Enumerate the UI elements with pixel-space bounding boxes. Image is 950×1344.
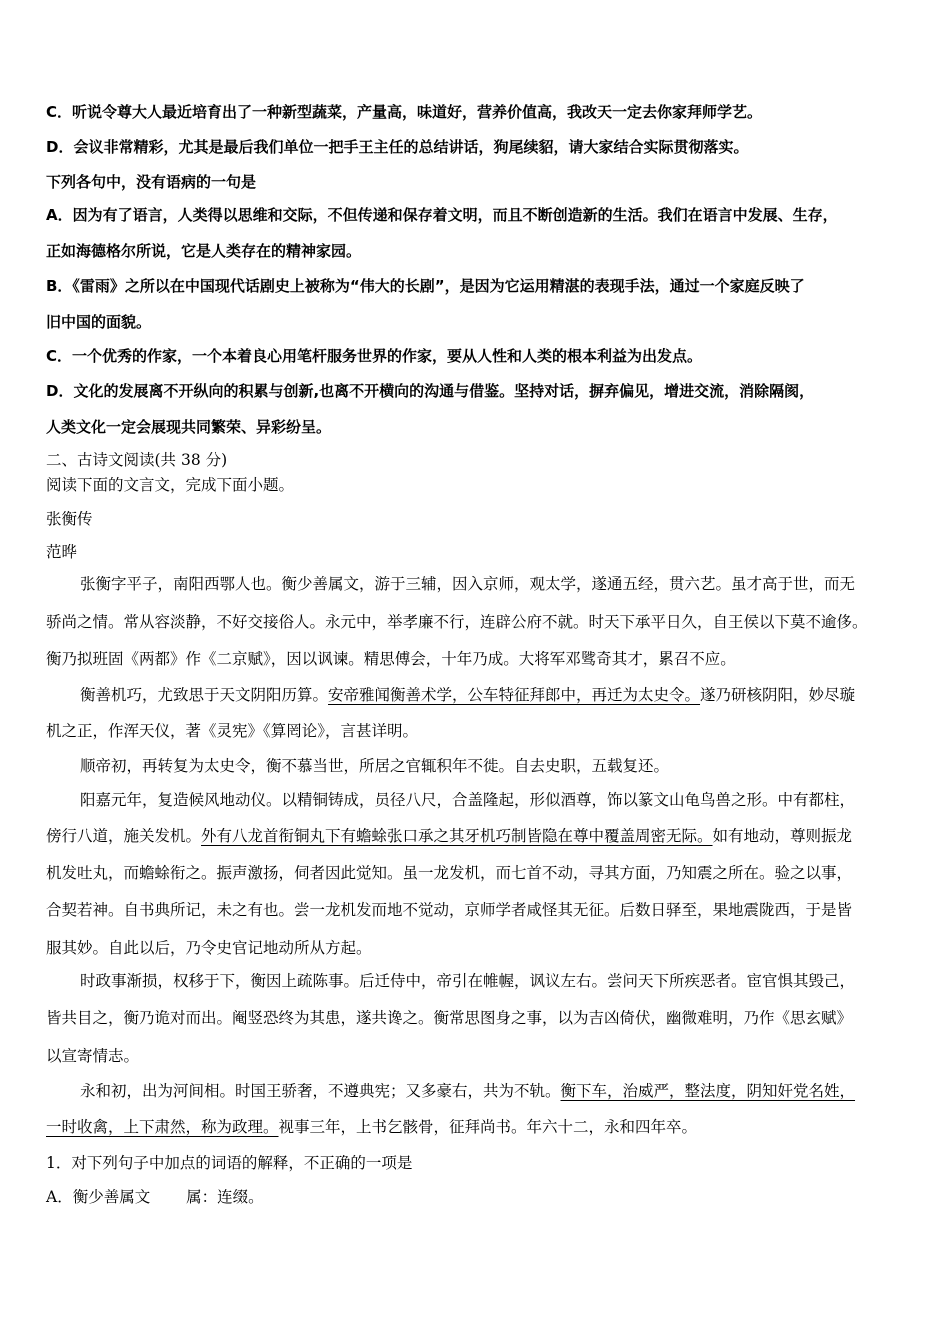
text-run: 傍行八道，施关发机。 xyxy=(46,827,202,845)
underlined-sentence: 外有八龙首衔铜丸下有蟾蜍张口承之其牙机巧制皆隐在尊中覆盖周密无际。 xyxy=(201,827,713,845)
text-run: 遂乃研核阴阳，妙尽璇 xyxy=(700,686,856,704)
question-1-option-a: A．衡少善属文 属：连缀。 xyxy=(46,1188,264,1206)
paragraph-4-line5: 服其妙。自此以后，乃令史官记地动所从方起。 xyxy=(46,939,372,957)
option-c: C．一个优秀的作家，一个本着良心用笔杆服务世界的作家，要从人性和人类的根本利益为出发点。 xyxy=(46,347,703,365)
paragraph-4-line1: 阳嘉元年，复造候风地动仪。以精铜铸成，员径八尺，合盖隆起，形似酒尊，饰以篆文山龟鸟兽之形。中有都柱， xyxy=(80,791,856,809)
option-a-line1: A．因为有了语言，人类得以思维和交际，不但传递和保存着文明，而且不断创造新的生活。我们在语言中发展、生存， xyxy=(46,206,838,224)
paragraph-1-line2: 骄尚之情。常从容淡静，不好交接俗人。永元中，举孝廉不行，连辟公府不就。时天下承平日久，自王侯以下莫不逾侈。 xyxy=(46,613,868,631)
paragraph-6-line1 xyxy=(80,1081,855,1101)
option-d-previous: D．会议非常精彩，尤其是最后我们单位一把手王主任的总结讲话，狗尾续貂，请大家结合实际贯彻落实。 xyxy=(46,138,749,156)
paragraph-4-line3: 机发吐丸，而蟾蜍衔之。振声激扬，伺者因此觉知。虽一龙发机，而七首不动，寻其方面，乃知震之所在。验之以事， xyxy=(46,864,853,882)
paragraph-4-line2 xyxy=(46,826,852,846)
paragraph-2-line1 xyxy=(80,685,855,705)
paragraph-5-line3: 以宣寄情志。 xyxy=(46,1047,140,1065)
paragraph-3: 顺帝初，再转复为太史令，衡不慕当世，所居之官辄积年不徙。自去史职，五载复还。 xyxy=(80,757,670,775)
option-d-line1: D．文化的发展离不开纵向的积累与创新,也离不开横向的沟通与借鉴。坚持对话，摒弃偏见，增进交流，消除隔阂， xyxy=(46,382,815,400)
section-instruction: 阅读下面的文言文，完成下面小题。 xyxy=(46,476,295,494)
option-d-line2: 人类文化一定会展现共同繁荣、异彩纷呈。 xyxy=(46,418,332,436)
option-c-previous: C．听说令尊大人最近培育出了一种新型蔬菜，产量高，味道好，营养价值高，我改天一定去你家拜师学艺。 xyxy=(46,103,763,121)
underlined-sentence: 安帝雅闻衡善术学，公车特征拜郎中，再迁为太史令。 xyxy=(328,686,701,704)
text-run: 如有地动，尊则振龙 xyxy=(712,827,853,845)
section-heading: 二、古诗文阅读(共 38 分) xyxy=(46,451,228,469)
text-run: 视事三年，上书乞骸骨，征拜尚书。年六十二，永和四年卒。 xyxy=(278,1118,698,1136)
question-1-stem: 1．对下列句子中加点的词语的解释，不正确的一项是 xyxy=(46,1154,413,1172)
question-stem: 下列各句中，没有语病的一句是 xyxy=(46,173,257,191)
paragraph-1-line1: 张衡字平子，南阳西鄂人也。衡少善属文，游于三辅，因入京师，观太学，遂通五经，贯六艺。虽才高于世，而无 xyxy=(80,575,856,593)
paragraph-2-line2: 机之正，作浑天仪，著《灵宪》《算罔论》，言甚详明。 xyxy=(46,722,419,740)
option-b-line2: 旧中国的面貌。 xyxy=(46,313,152,331)
text-run: 永和初，出为河间相。时国王骄奢，不遵典宪；又多豪右，共为不轨。 xyxy=(80,1082,561,1100)
option-a-line2: 正如海德格尔所说，它是人类存在的精神家园。 xyxy=(46,242,362,260)
underlined-sentence: 一时收禽，上下肃然，称为政理。 xyxy=(46,1118,279,1136)
paragraph-1-line3: 衡乃拟班固《两都》作《二京赋》，因以讽谏。精思傅会，十年乃成。大将军邓骘奇其才，累召不应。 xyxy=(46,650,736,668)
text-run: 衡善机巧，尤致思于天文阴阳历算。 xyxy=(80,686,329,704)
paragraph-5-line1: 时政事渐损，权移于下，衡因上疏陈事。后迁侍中，帝引在帷幄，讽议左右。尝问天下所疾恶者。宦官惧其毁己， xyxy=(80,972,856,990)
paragraph-6-line2 xyxy=(46,1117,697,1137)
paragraph-5-line2: 皆共目之，衡乃诡对而出。阉竖恐终为其患，遂共谗之。衡常思图身之事，以为吉凶倚伏，幽微难明，乃作《思玄赋》 xyxy=(46,1009,853,1027)
paragraph-4-line4: 合契若神。自书典所记，未之有也。尝一龙机发而地不觉动，京师学者咸怪其无征。后数日驿至，果地震陇西，于是皆 xyxy=(46,901,853,919)
option-b-line1: B．《雷雨》之所以在中国现代话剧史上被称为“伟大的长剧”，是因为它运用精湛的表现手法，通过一个家庭反映了 xyxy=(46,277,805,295)
underlined-sentence: 衡下车，治威严，整法度，阴知奸党名姓， xyxy=(560,1082,856,1100)
passage-author: 范晔 xyxy=(46,543,78,561)
passage-title: 张衡传 xyxy=(46,510,93,528)
